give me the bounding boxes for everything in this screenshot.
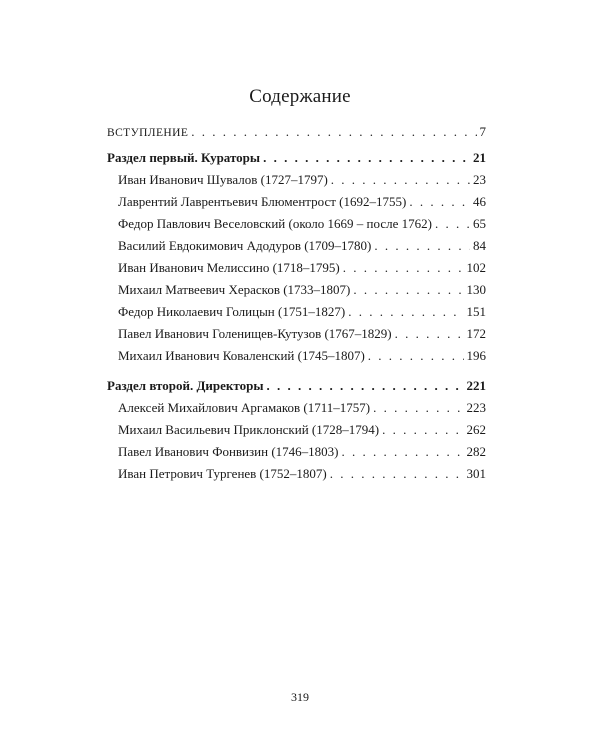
toc-entry[interactable] — [107, 235, 486, 257]
dot-leader — [343, 257, 464, 279]
toc-page-number: 282 — [466, 444, 486, 459]
toc-entry[interactable] — [107, 441, 486, 463]
toc-page-number: 223 — [466, 400, 486, 415]
table-of-contents — [107, 121, 486, 485]
toc-entry-label: Михаил Матвеевич Херасков (1733–1807) — [118, 282, 351, 297]
dot-leader — [435, 213, 470, 235]
dot-leader — [353, 279, 463, 301]
dot-leader — [341, 441, 463, 463]
toc-entry-label: Павел Иванович Голенищев-Кутузов (1767–1829) — [118, 326, 392, 341]
toc-page-number: 46 — [473, 194, 486, 209]
dot-leader — [409, 191, 470, 213]
page-title: Содержание — [249, 86, 351, 107]
dot-leader — [348, 301, 463, 323]
toc-entry[interactable] — [107, 419, 486, 441]
toc-page-number: 23 — [473, 172, 486, 187]
toc-entry[interactable] — [107, 257, 486, 279]
dot-leader — [374, 235, 470, 257]
dot-leader — [373, 397, 463, 419]
toc-page-number: 196 — [466, 348, 486, 363]
toc-page-number: 151 — [466, 304, 486, 319]
toc-page-number: 262 — [466, 422, 486, 437]
toc-page-number: 221 — [466, 378, 486, 393]
toc-page-number: 172 — [466, 326, 486, 341]
toc-page-number: 7 — [479, 124, 486, 139]
toc-entry-label: Павел Иванович Фонвизин (1746–1803) — [118, 444, 339, 459]
toc-page-number: 65 — [473, 216, 486, 231]
dot-leader — [266, 375, 463, 397]
toc-entry-label: Василий Евдокимович Адодуров (1709–1780) — [118, 238, 372, 253]
toc-entry[interactable] — [107, 345, 486, 367]
section-title: Раздел первый. Кураторы — [107, 150, 261, 165]
dot-leader — [263, 147, 470, 169]
toc-entry[interactable] — [107, 191, 486, 213]
dot-leader — [330, 463, 464, 485]
toc-entry[interactable] — [107, 397, 486, 419]
toc-page-number: 130 — [466, 282, 486, 297]
dot-leader — [191, 121, 476, 143]
toc-entry-label: ВСТУПЛЕНИЕ — [107, 127, 189, 139]
toc-page-number: 301 — [466, 466, 486, 481]
toc-entry-label: Иван Петрович Тургенев (1752–1807) — [118, 466, 327, 481]
toc-entry[interactable] — [107, 213, 486, 235]
page-number: 319 — [291, 690, 309, 704]
toc-entry-label: Федор Николаевич Голицын (1751–1827) — [118, 304, 346, 319]
toc-entry[interactable] — [107, 169, 486, 191]
toc-entry-label: Лаврентий Лаврентьевич Блюментрост (1692–1755) — [118, 194, 407, 209]
toc-entry[interactable] — [107, 463, 486, 485]
toc-section-heading[interactable] — [107, 375, 486, 397]
dot-leader — [395, 323, 464, 345]
toc-entry-label: Михаил Иванович Коваленский (1745–1807) — [118, 348, 365, 363]
toc-section-heading[interactable] — [107, 147, 486, 169]
dot-leader — [382, 419, 463, 441]
toc-entry-label: Михаил Васильевич Приклонский (1728–1794) — [118, 422, 380, 437]
toc-entry[interactable] — [107, 279, 486, 301]
toc-entry-label: Иван Иванович Шувалов (1727–1797) — [118, 172, 328, 187]
toc-page-number: 21 — [473, 150, 486, 165]
toc-entry[interactable] — [107, 301, 486, 323]
toc-page-number: 84 — [473, 238, 486, 253]
section-title: Раздел второй. Директоры — [107, 378, 264, 393]
toc-page-number: 102 — [466, 260, 486, 275]
toc-entry-intro[interactable] — [107, 121, 486, 143]
toc-entry[interactable] — [107, 323, 486, 345]
dot-leader — [331, 169, 470, 191]
toc-entry-label: Федор Павлович Веселовский (около 1669 – после 1762) — [118, 216, 432, 231]
dot-leader — [368, 345, 464, 367]
toc-entry-label: Иван Иванович Мелиссино (1718–1795) — [118, 260, 340, 275]
toc-entry-label: Алексей Михайлович Аргамаков (1711–1757) — [118, 400, 371, 415]
